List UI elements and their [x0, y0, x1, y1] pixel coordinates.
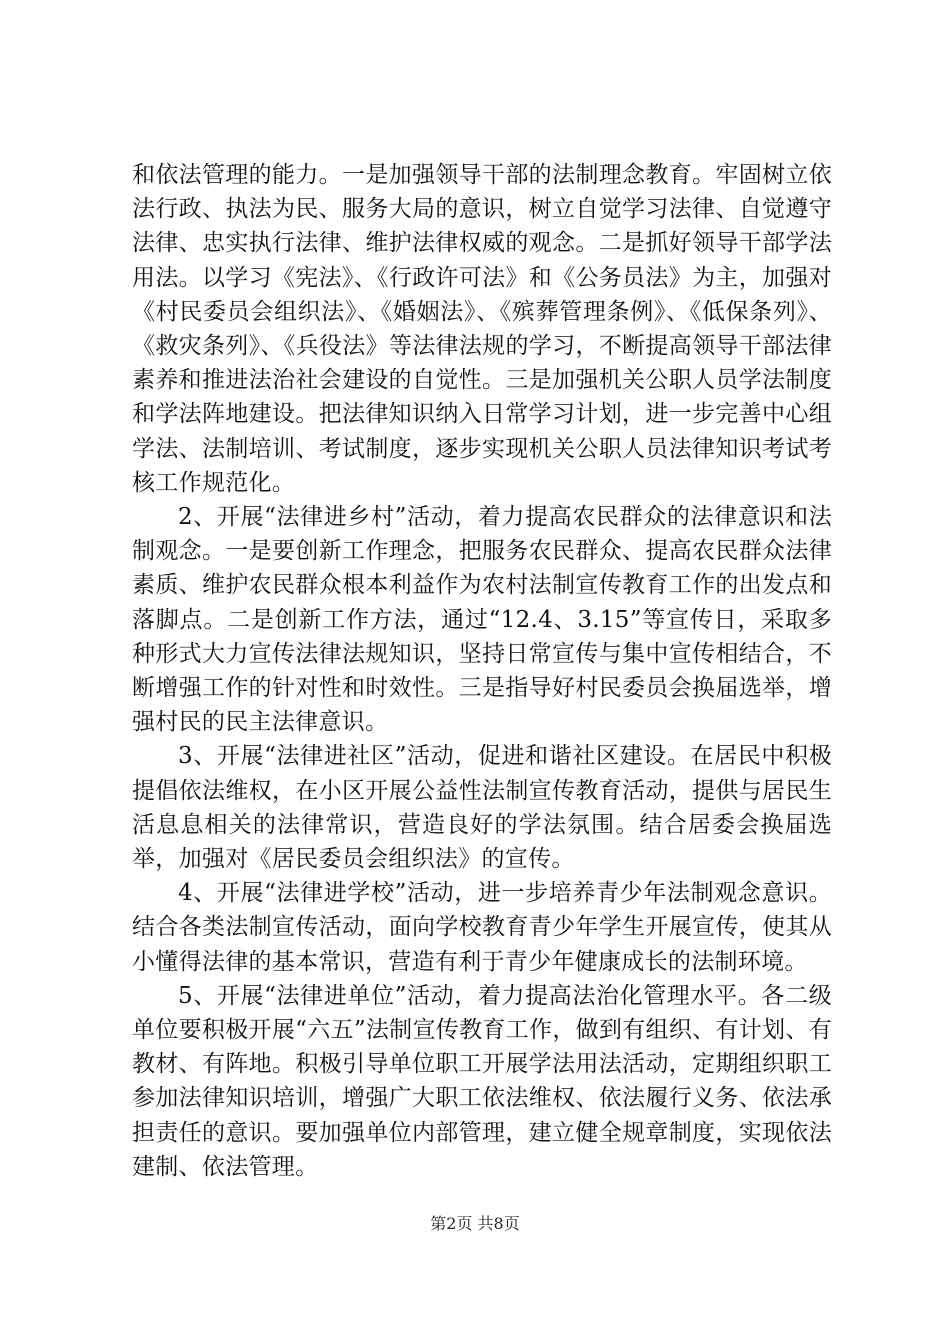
document-body: [132, 158, 832, 1184]
paragraph-2: 2、开展“法律进乡村”活动，着力提高农民群众的法律意识和法制观念。一是要创新工作理念，把服务农民群众、提高农民群众法律素质、维护农民群众根本利益作为农村法制宣传教育工作的出发点和落脚点。二是创新工作方法，通过“12.4、3.15”等宣传日，采取多种形式大力宣传法律法规知识，坚持日常宣传与集中宣传相结合，不断增强工作的针对性和时效性。三是指导好村民委员会换届选举，增强村民的民主法律意识。: [132, 504, 832, 736]
paragraph-1: 和依法管理的能力。一是加强领导干部的法制理念教育。牢固树立依法行政、执法为民、服务大局的意识，树立自觉学习法律、自觉遵守法律、忠实执行法律、维护法律权威的观念。二是抓好领导干部学法用法。以学习《宪法》、《行政许可法》和《公务员法》为主，加强对《村民委员会组织法》、《婚姻法》、《殡葬管理条例》、《低保条列》、《救灾条列》、《兵役法》等法律法规的学习，不断提高领导干部法律素养和推进法治社会建设的自觉性。三是加强机关公职人员学法制度和学法阵地建设。把法律知识纳入日常学习计划，进一步完善中心组学法、法制培训、考试制度，逐步实现机关公职人员法律知识考试考核工作规范化。: [132, 162, 832, 496]
paragraph-4: 4、开展“法律进学校”活动，进一步培养青少年法制观念意识。结合各类法制宣传活动，面向学校教育青少年学生开展宣传，使其从小懂得法律的基本常识，营造有利于青少年健康成长的法制环境。: [132, 880, 832, 975]
page-footer: 第2页 共8页: [430, 1214, 520, 1233]
paragraph-5: 5、开展“法律进单位”活动，着力提高法治化管理水平。各二级单位要积极开展“六五”法制宣传教育工作，做到有组织、有计划、有教材、有阵地。积极引导单位职工开展学法用法活动，定期组织职工参加法律知识培训，增强广大职工依法维权、依法履行义务、依法承担责任的意识。要加强单位内部管理，建立健全规章制度，实现依法建制、依法管理。: [132, 982, 832, 1180]
paragraph-3: 3、开展“法律进社区”活动，促进和谐社区建设。在居民中积极提倡依法维权，在小区开展公益性法制宣传教育活动，提供与居民生活息息相关的法律常识，营造良好的学法氛围。结合居委会换届选举，加强对《居民委员会组织法》的宣传。: [132, 743, 832, 873]
